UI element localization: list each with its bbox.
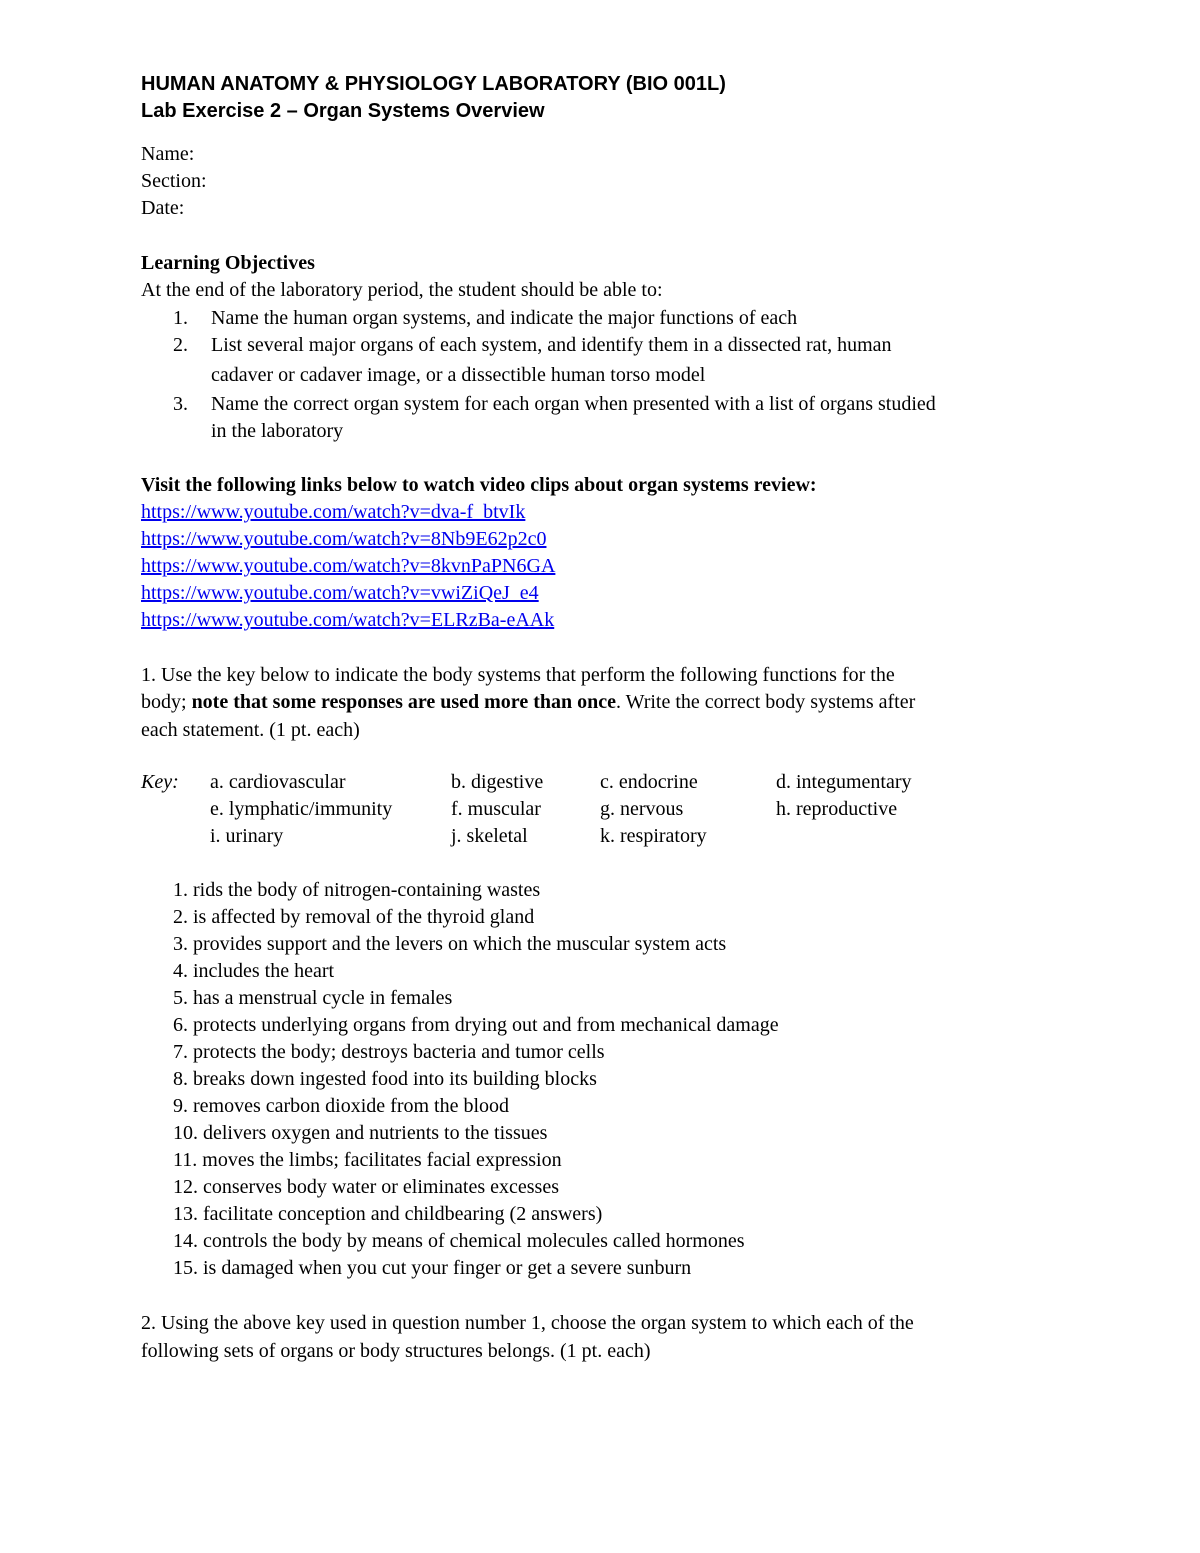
statement-item: 2. is affected by removal of the thyroid gland: [173, 906, 535, 928]
question-2-line-2: following sets of organs or body structures belongs. (1 pt. each): [141, 1340, 651, 1362]
statement-item: 11. moves the limbs; facilitates facial expression: [173, 1149, 562, 1171]
objective-text: in the laboratory: [211, 420, 344, 442]
video-link-4[interactable]: https://www.youtube.com/watch?v=vwiZiQeJ_e4: [141, 582, 539, 604]
statement-item: 3. provides support and the levers on which the muscular system acts: [173, 933, 727, 955]
key-option: g. nervous: [600, 798, 684, 820]
statement-item: 13. facilitate conception and childbearing (2 answers): [173, 1203, 603, 1225]
key-option: c. endocrine: [600, 771, 698, 793]
objectives-heading: Learning Objectives: [141, 252, 315, 274]
statement-item: 6. protects underlying organs from drying out and from mechanical damage: [173, 1014, 779, 1036]
video-link-3[interactable]: https://www.youtube.com/watch?v=8kvnPaPN6GA: [141, 555, 556, 577]
statement-item: 8. breaks down ingested food into its building blocks: [173, 1068, 597, 1090]
video-link-2[interactable]: https://www.youtube.com/watch?v=8Nb9E62p2c0: [141, 528, 547, 550]
question-2-line-1: 2. Using the above key used in question number 1, choose the organ system to which each of the: [141, 1312, 914, 1334]
objective-number: 3.: [173, 393, 188, 415]
statement-item: 9. removes carbon dioxide from the blood: [173, 1095, 510, 1117]
video-link-5[interactable]: https://www.youtube.com/watch?v=ELRzBa-eAAk: [141, 609, 555, 631]
key-option: e. lymphatic/immunity: [210, 798, 393, 820]
video-link-1[interactable]: https://www.youtube.com/watch?v=dva-f_btvIk: [141, 501, 526, 523]
key-option: f. muscular: [451, 798, 541, 820]
key-label: Key:: [141, 771, 179, 793]
course-title: [141, 71, 726, 125]
question-1-line-3: each statement. (1 pt. each): [141, 719, 360, 741]
key-option: h. reproductive: [776, 798, 898, 820]
statement-item: 5. has a menstrual cycle in females: [173, 987, 453, 1009]
statement-item: 12. conserves body water or eliminates excesses: [173, 1176, 559, 1198]
section-label: Section:: [141, 170, 207, 192]
objective-text: List several major organs of each system, and identify them in a dissected rat, human: [211, 334, 892, 356]
course-title-text: HUMAN ANATOMY & PHYSIOLOGY LABORATORY (BIO 001L): [141, 73, 726, 95]
statement-item: 10. delivers oxygen and nutrients to the tissues: [173, 1122, 548, 1144]
key-option: b. digestive: [451, 771, 544, 793]
objective-number: 1.: [173, 307, 188, 329]
video-heading: Visit the following links below to watch video clips about organ systems review:: [141, 474, 817, 496]
name-label: Name:: [141, 143, 195, 165]
q1-text-start: body;: [141, 691, 192, 713]
objectives-intro: At the end of the laboratory period, the student should be able to:: [141, 279, 663, 301]
statement-item: 1. rids the body of nitrogen-containing wastes: [173, 879, 541, 901]
key-option: j. skeletal: [451, 825, 528, 847]
key-option: d. integumentary: [776, 771, 912, 793]
objective-number: 2.: [173, 334, 188, 356]
objective-text: Name the correct organ system for each organ when presented with a list of organs studied: [211, 393, 936, 415]
objective-text: cadaver or cadaver image, or a dissectible human torso model: [211, 364, 706, 386]
date-label: Date:: [141, 197, 185, 219]
key-option: a. cardiovascular: [210, 771, 346, 793]
key-option: i. urinary: [210, 825, 284, 847]
statement-item: 4. includes the heart: [173, 960, 335, 982]
statement-item: 14. controls the body by means of chemical molecules called hormones: [173, 1230, 745, 1252]
key-option: k. respiratory: [600, 825, 707, 847]
q1-text-end: . Write the correct body systems after: [616, 691, 916, 713]
statement-item: 15. is damaged when you cut your finger or get a severe sunburn: [173, 1257, 692, 1279]
exercise-title: Lab Exercise 2 – Organ Systems Overview: [141, 100, 545, 122]
question-1-line-2: [141, 688, 1061, 716]
q1-emphasis: note that some responses are used more than once: [191, 691, 616, 713]
question-1-line-1: 1. Use the key below to indicate the body systems that perform the following functions for the: [141, 664, 895, 686]
objective-text: Name the human organ systems, and indicate the major functions of each: [211, 307, 798, 329]
statement-item: 7. protects the body; destroys bacteria and tumor cells: [173, 1041, 605, 1063]
